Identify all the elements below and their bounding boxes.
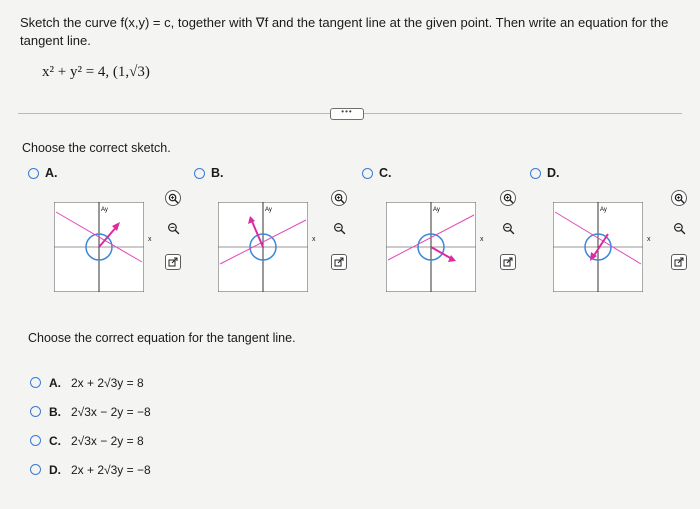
equation-option-a[interactable] [30,368,151,397]
zoom-in-icon[interactable] [671,190,687,206]
graph-a [54,202,144,292]
equation-option-c[interactable] [30,426,151,455]
y-label: Ay [433,207,440,213]
radio-c[interactable] [362,168,373,179]
sketch-option-b[interactable] [194,166,224,180]
zoom-out-icon[interactable] [165,220,181,236]
radio-a[interactable] [28,168,39,179]
y-label: Ay [101,207,108,213]
sketch-prompt: Choose the correct sketch. [22,141,171,155]
equation-text: 2√3x − 2y = −8 [71,404,151,419]
sketch-option-a[interactable] [28,166,58,180]
radio-b[interactable] [194,168,205,179]
option-letter: C. [49,433,61,448]
equation-prompt: Choose the correct equation for the tangent line. [28,331,296,345]
equation-options [30,368,151,484]
zoom-in-icon[interactable] [165,190,181,206]
popout-icon[interactable] [165,254,181,270]
radio-eq-a[interactable] [30,377,41,388]
graph-c [386,202,476,292]
more-button[interactable]: ••• [330,108,364,120]
zoom-out-icon[interactable] [500,220,516,236]
option-letter: C. [379,166,392,180]
option-letter: B. [211,166,224,180]
option-letter: B. [49,404,61,419]
equation-option-b[interactable] [30,397,151,426]
zoom-out-icon[interactable] [331,220,347,236]
y-label: Ay [265,207,272,213]
x-label: x [312,236,316,243]
popout-icon[interactable] [331,254,347,270]
equation-text: 2√3x − 2y = 8 [71,433,144,448]
equation-text: 2x + 2√3y = −8 [71,462,151,477]
y-label: Ay [600,207,607,213]
x-label: x [480,236,484,243]
zoom-in-icon[interactable] [500,190,516,206]
zoom-out-icon[interactable] [671,220,687,236]
question-text: Sketch the curve f(x,y) = c, together with ∇f and the tangent line at the given point. Then write an equation for the tangent line. [20,15,669,48]
option-letter: D. [49,462,61,477]
x-label: x [148,236,152,243]
zoom-in-icon[interactable] [331,190,347,206]
popout-icon[interactable] [671,254,687,270]
graph-d [553,202,643,292]
popout-icon[interactable] [500,254,516,270]
sketch-option-c[interactable] [362,166,392,180]
given-equation: x² + y² = 4, (1,√3) [42,64,150,80]
equation-option-d[interactable] [30,455,151,484]
equation-text: 2x + 2√3y = 8 [71,375,144,390]
radio-eq-d[interactable] [30,464,41,475]
radio-eq-b[interactable] [30,406,41,417]
option-letter: A. [45,166,58,180]
sketch-option-d[interactable] [530,166,560,180]
option-letter: D. [547,166,560,180]
radio-d[interactable] [530,168,541,179]
radio-eq-c[interactable] [30,435,41,446]
graph-b [218,202,308,292]
x-label: x [647,236,651,243]
option-letter: A. [49,375,61,390]
